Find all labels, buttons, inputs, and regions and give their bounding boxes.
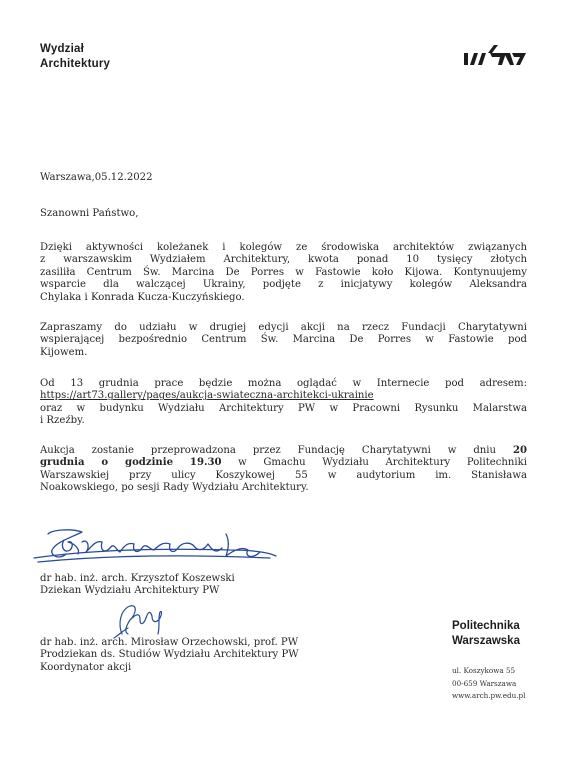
paragraph-4 bbox=[40, 445, 527, 495]
vice-dean-signature bbox=[100, 600, 170, 640]
paragraph-3 bbox=[40, 378, 527, 428]
paragraph-2-line: Kijowem. bbox=[40, 346, 88, 358]
paragraph-3-line: Od 13 grudnia prace będzie można oglądać w Internecie pod adresem: bbox=[40, 378, 527, 389]
paragraph-3-line: oraz w budynku Wydziału Architektury PW w Pracowni Rysunku Malarstwa bbox=[40, 402, 527, 414]
signer-vice-dean-role-2: Koordynator akcji bbox=[40, 661, 132, 673]
signer-vice-dean-role: Prodziekan ds. Studiów Wydziału Architektury PW bbox=[40, 649, 299, 661]
auction-link[interactable]: https://art73.gallery/pages/aukcja-swiateczna-architekci-ukrainie bbox=[40, 390, 374, 402]
letter-date: Warszawa,05.12.2022 bbox=[40, 172, 153, 183]
paragraph-1 bbox=[40, 242, 527, 304]
signer-vice-dean bbox=[40, 637, 299, 674]
dean-signature bbox=[30, 520, 280, 580]
paragraph-4-line: Warszawskiej przy ulicy Koszykowej 55 w audytorium im. Stanisława bbox=[40, 469, 527, 481]
paragraph-4-text: w Gmachu Wydziału Architektury Politechniki bbox=[221, 457, 527, 469]
paragraph-1-line: zasiliła Centrum Św. Marcina De Porres w Fastowie koło Kijowa. Kontynuujemy bbox=[40, 266, 527, 278]
faculty-name-line1: Wydział bbox=[40, 43, 85, 55]
paragraph-3-line: i Rzeźby. bbox=[40, 415, 85, 427]
paragraph-4-line: Noakowskiego, po sesji Rady Wydziału Architektury. bbox=[40, 482, 309, 494]
signer-vice-dean-name: dr hab. inż. arch. Mirosław Orzechowski, prof. PW bbox=[40, 637, 299, 648]
auction-date-time: grudnia o godzinie 19.30 bbox=[40, 457, 222, 469]
address-website: www.arch.pw.edu.pl bbox=[452, 691, 526, 700]
signer-dean-name: dr hab. inż. arch. Krzysztof Koszewski bbox=[40, 573, 235, 584]
address-city: 00-659 Warszawa bbox=[452, 678, 517, 688]
faculty-logo-icon bbox=[462, 43, 528, 67]
greeting: Szanowni Państwo, bbox=[40, 208, 139, 219]
university-name bbox=[452, 619, 520, 649]
university-name-line1: Politechnika bbox=[452, 620, 520, 632]
paragraph-1-line: Chylaka i Konrada Kucza-Kuczyńskiego. bbox=[40, 291, 245, 303]
paragraph-1-line: wsparcie dla walczącej Ukrainy, podjęte z inicjatywy kolegów Aleksandra bbox=[40, 279, 527, 291]
signer-dean-role: Dziekan Wydziału Architektury PW bbox=[40, 585, 220, 597]
faculty-name-line2: Architektury bbox=[40, 58, 111, 70]
faculty-name bbox=[40, 42, 110, 72]
signer-dean bbox=[40, 573, 235, 598]
auction-date-day: 20 bbox=[512, 445, 527, 456]
paragraph-2-line: wspierającej bezpośrednio Centrum Św. Marcina De Porres w Fastowie pod bbox=[40, 334, 527, 346]
paragraph-1-line: Dzięki aktywności koleżanek i kolegów ze środowiska architektów związanych bbox=[40, 242, 527, 253]
paragraph-2-line: Zapraszamy do udziału w drugiej edycji akcji na rzecz Fundacji Charytatywni bbox=[40, 322, 527, 333]
paragraph-2 bbox=[40, 322, 527, 359]
university-name-line2: Warszawska bbox=[452, 635, 520, 647]
paragraph-1-line: z warszawskim Wydziałem Architektury, kwota ponad 10 tysięcy złotych bbox=[40, 254, 527, 266]
paragraph-4-text: Aukcja zostanie przeprowadzona przez Fundację Charytatywni w dniu bbox=[40, 445, 513, 456]
address-street: ul. Koszykowa 55 bbox=[452, 666, 516, 675]
university-address bbox=[452, 665, 525, 703]
